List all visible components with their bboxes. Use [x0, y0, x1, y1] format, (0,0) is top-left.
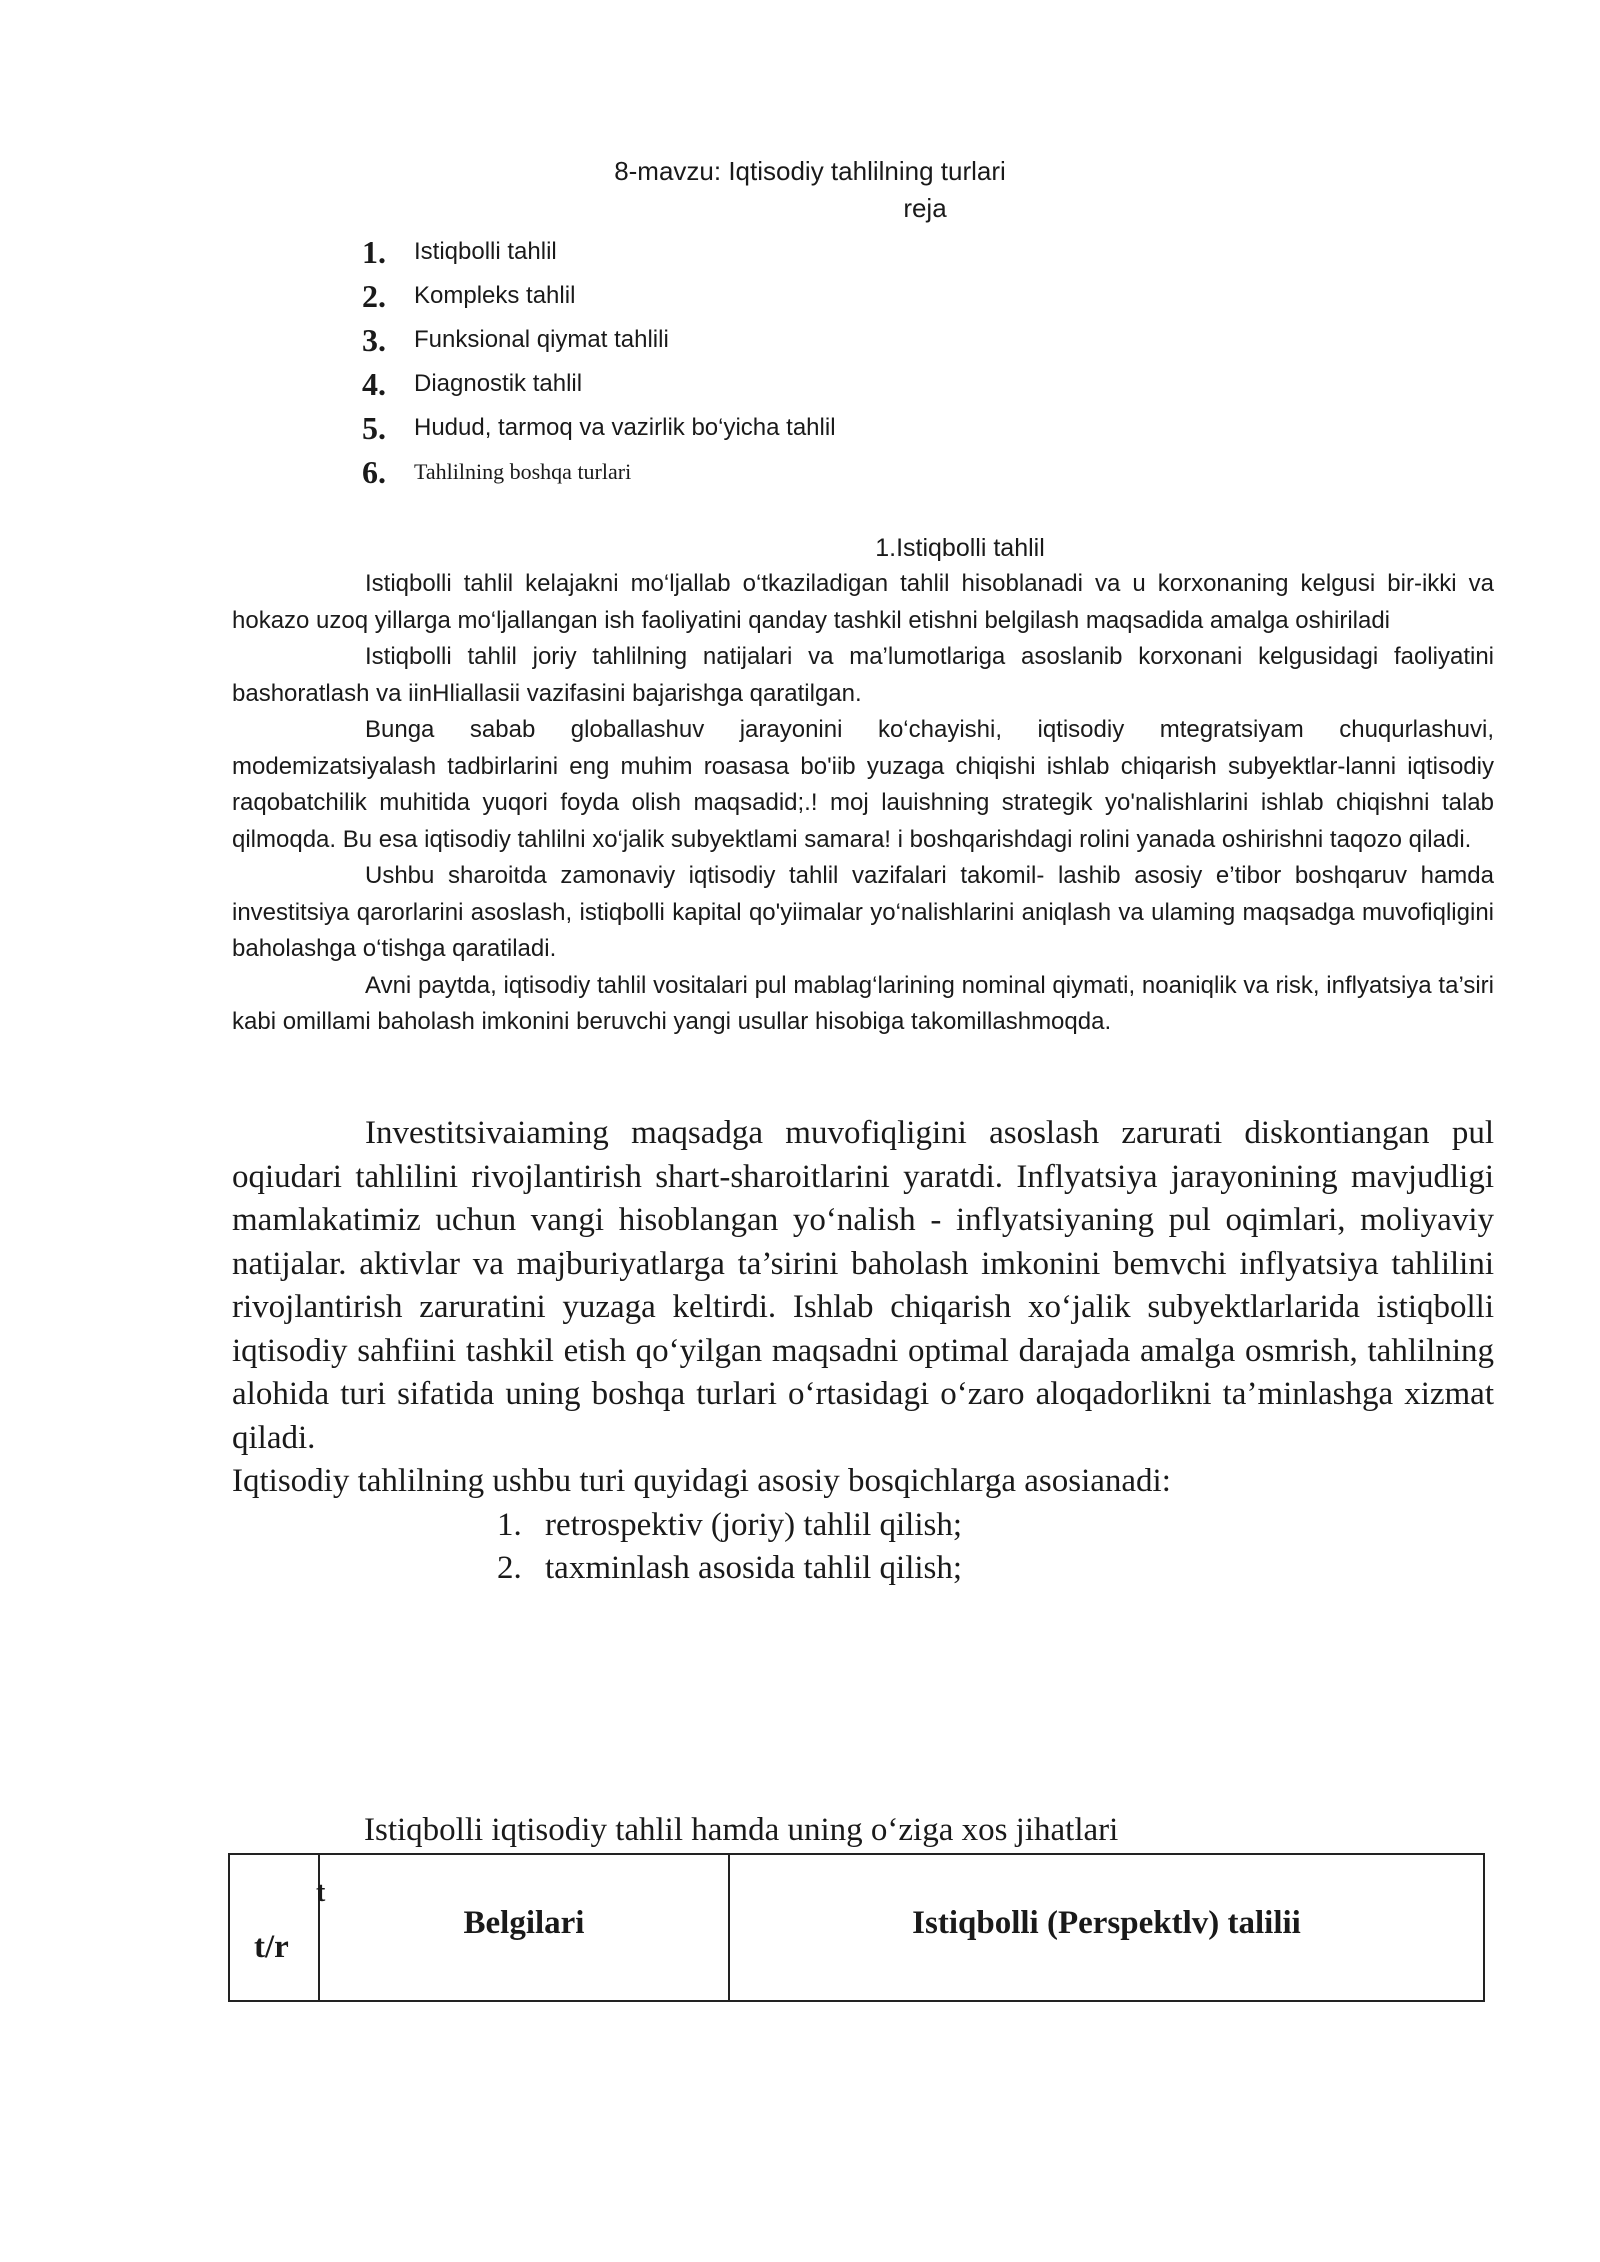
plan-list: [362, 230, 836, 494]
body-text-sans: [232, 566, 1494, 1041]
features-table: [228, 1853, 1485, 2002]
plan-item-number: 2.: [362, 277, 386, 314]
paragraph: Avni paytda, iqtisodiy tahlil vositalari pul mablag‘larining nominal qiymati, noaniqlik va risk, inflyatsiya ta’siri kabi omillami baholash imkonini beruvchi yangi usullar hisobiga takomillashmoqda.: [232, 971, 1494, 1035]
step-item: [232, 1547, 1494, 1591]
plan-item-number: 4.: [362, 365, 386, 402]
steps-list: [232, 1504, 1494, 1591]
plan-item-text: Istiqbolli tahlil: [414, 238, 557, 265]
intro-line: Iqtisodiy tahlilning ushbu turi quyidagi asosiy bosqichlarga asosianadi:: [232, 1463, 1171, 1499]
plan-item-text: Funksional qiymat tahlili: [414, 326, 669, 353]
paragraph: Istiqbolli tahlil joriy tahlilning natijalari va ma’lumotlariga asoslanib korxonani kelgusidagi faoliyatini bashoratlash va iinHliallasii vazifasini bajarishga qaratilgan.: [232, 643, 1494, 707]
plan-item: [362, 450, 836, 494]
paragraph: Bunga sabab globallashuv jarayonini ko‘chayishi, iqtisodiy mtegratsiyam chuqurlashuvi, modemizatsiyalash tadbirlarini eng muhim roasasa bo'iib yuzaga chiqishi ishlab chiqarish subyektlar-lanni iqtisodiy raqobatchilik muhitida yuqori foyda olish maqsadid;.! moj lauishning strategik yo'nalishlarini ishlab chiqishni talab qilmoqda. Bu esa iqtisodiy tahlilni xo‘jalik subyektlami samara! i boshqarishdagi rolini yanada oshirishni taqozo qiladi.: [232, 716, 1494, 853]
plan-item: [362, 230, 836, 274]
plan-item: [362, 274, 836, 318]
plan-item-number: 1.: [362, 233, 386, 270]
header-features-text: Belgilari: [463, 1905, 585, 1941]
step-number: 2.: [497, 1550, 522, 1586]
plan-item-text: Diagnostik tahlil: [414, 370, 583, 397]
table-header-cell-features: [320, 1855, 730, 2000]
plan-item: [362, 362, 836, 406]
plan-item-text: Kompleks tahlil: [414, 282, 576, 309]
step-text: taxminlash asosida tahlil qilish;: [545, 1550, 963, 1586]
plan-item: [362, 406, 836, 450]
plan-item-text: Hudud, tarmoq va vazirlik bo‘yicha tahlil: [414, 414, 836, 441]
header-number-text: t/r: [254, 1929, 289, 1965]
section-heading: 1.Istiqbolli tahlil: [875, 534, 1045, 562]
header-sup-text: t: [316, 1877, 326, 1908]
table-header-cell-number: [230, 1855, 326, 2000]
document-title: 8-mavzu: Iqtisodiy tahlilning turlari: [614, 156, 1006, 186]
plan-item-text: Tahlilning boshqa turlari: [414, 459, 632, 484]
paragraph: Ushbu sharoitda zamonaviy iqtisodiy tahlil vazifalari takomil- lashib asosiy e’tibor boshqaruv hamda investitsiya qarorlarini asoslash, istiqbolli kapital qo'yiimalar yo‘nalishlarini aniqlash va ulaming maqsadga muvofiqligini baholashga o‘tishga qaratiladi.: [232, 862, 1494, 962]
paragraph: Istiqbolli tahlil kelajakni mo‘ljallab o‘tkaziladigan tahlil hisoblanadi va u korxonaning kelgusi bir-ikki va hokazo uzoq yillarga mo‘ljallangan ish faoliyatini qanday tashkil etishni belgilash maqsadida amalga oshiriladi: [232, 570, 1494, 634]
table-caption: Istiqbolli iqtisodiy tahlil hamda uning o‘ziga xos jihatlari: [364, 1812, 1119, 1848]
step-text: retrospektiv (joriy) tahlil qilish;: [545, 1506, 963, 1543]
body-text-serif: [232, 1112, 1494, 1591]
table-header-cell-perspective: [730, 1855, 1483, 2000]
step-number: 1.: [497, 1506, 522, 1543]
plan-item-number: 5.: [362, 409, 386, 446]
paragraph: Investitsivaiaming maqsadga muvofiqligini asoslash zarurati diskontiangan pul oqiudari tahlilini rivojlantirish shart-sharoitlarini yaratdi. Inflyatsiya jarayonining mavjudligi mamlakatimiz uchun vangi hisoblangan yo‘nalish - inflyatsiyaning pul oqimlari, moliyaviy natijalar. aktivlar va majburiyatlarga ta’sirini baholash imkonini bemvchi inflyatsiya tahlilini rivojlantirish zaruratini yuzaga keltirdi. Ishlab chiqarish xo‘jalik subyektlarlarida istiqbolli iqtisodiy sahfiini tashkil etish qo‘yilgan maqsadni optimal darajada amalga osmrish, tahlilning alohida turi sifatida uning boshqa turlari o‘rtasidagi o‘zaro aloqadorlikni ta’minlashga xizmat qiladi.: [232, 1115, 1494, 1456]
plan-item-number: 3.: [362, 321, 386, 358]
plan-item-number: 6.: [362, 453, 386, 490]
document-subtitle: reja: [903, 193, 947, 223]
header-perspective-text: Istiqbolli (Perspektlv) talilii: [912, 1905, 1301, 1941]
plan-item: [362, 318, 836, 362]
step-item: [232, 1504, 1494, 1548]
